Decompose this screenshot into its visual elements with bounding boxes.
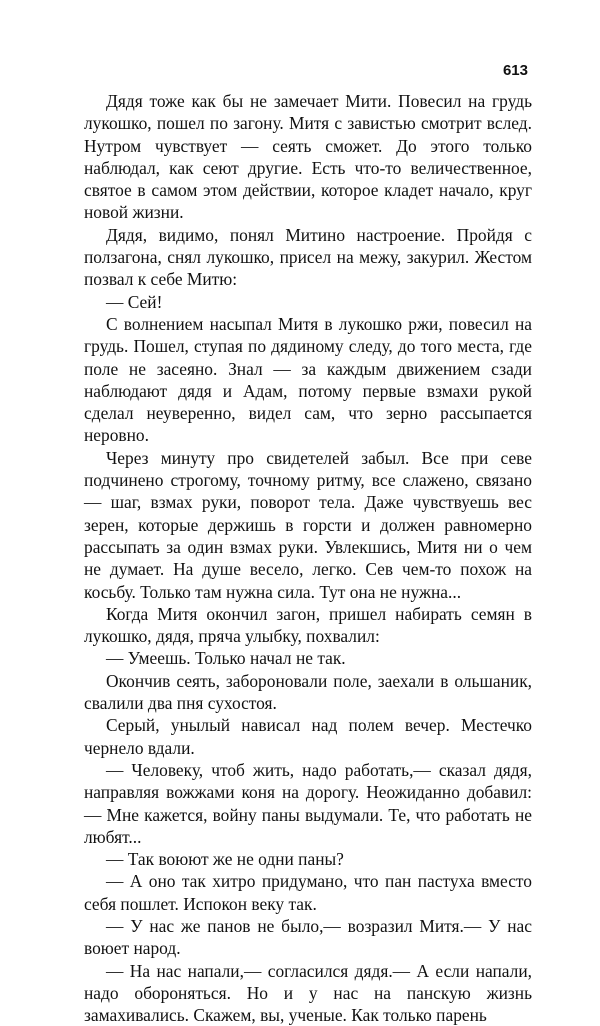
paragraph: Серый, унылый нависал над полем вечер. Местечко чернело вдали.: [84, 715, 532, 758]
paragraph: — У нас же панов не было,— возразил Митя.— У нас воюет народ.: [84, 915, 532, 959]
paragraph: С волнением насыпал Митя в лукошко ржи, повесил на грудь. Пошел, ступая по дядиному следу, до того места, где поле не засеяно. Знал — за каждым движением сзади наблюдают дядя и Адам, потому первые взмахи рукой сделал неуверенно, видел сам, что зерно рассыпается неровно.: [84, 313, 532, 446]
page-number: 613: [502, 62, 528, 79]
page-text: [84, 90, 532, 1026]
paragraph: Когда Митя окончил загон, пришел набирать семян в лукошко, дядя, пряча улыбку, похвалил:: [84, 603, 532, 647]
paragraph: Дядя тоже как бы не замечает Мити. Повесил на грудь лукошко, пошел по загону. Митя с завистью смотрит вслед. Нутром чувствует — сеять сможет. До этого только наблюдал, как сеют другие. Есть что-то величественное, святое в самом этом действии, которое кладет начало, круг новой жизни.: [84, 91, 532, 223]
paragraph: — Так воюют же не одни паны?: [106, 849, 344, 870]
paragraph: — А оно так хитро придумано, что пан пастуха вместо себя пошлет. Испокон веку так.: [84, 871, 532, 914]
paragraph: — Сей!: [106, 291, 163, 312]
paragraph: Окончив сеять, забороновали поле, заехали в ольшаник, свалили два пня сухостоя.: [84, 670, 532, 714]
paragraph: — Умеешь. Только начал не так.: [106, 648, 346, 669]
paragraph: — На нас напали,— согласился дядя.— А если напали, надо обороняться. Но и у нас на панскую жизнь замахивались. Скажем, вы, ученые. Как только парень: [84, 960, 532, 1026]
paragraph: — Человеку, чтоб жить, надо работать,— сказал дядя, направляя вожжами коня на дорогу. Неожиданно добавил: — Мне кажется, войну паны выдумали. Те, что работать не любят...: [84, 759, 532, 847]
paragraph: Дядя, видимо, понял Митино настроение. Пройдя с ползагона, снял лукошко, присел на межу, закурил. Жестом позвал к себе Митю:: [84, 224, 532, 290]
paragraph: Через минуту про свидетелей забыл. Все при севе подчинено строгому, точному ритму, все слажено, связано — шаг, взмах руки, поворот тела. Даже чувствуешь вес зерен, которые держишь в горсти и должен равномерно рассыпать за один взмах руки. Увлекшись, Митя ни о чем не думает. На душе весело, легко. Сев чем-то похож на косьбу. Только там нужна сила. Тут она не нужна...: [84, 447, 532, 602]
